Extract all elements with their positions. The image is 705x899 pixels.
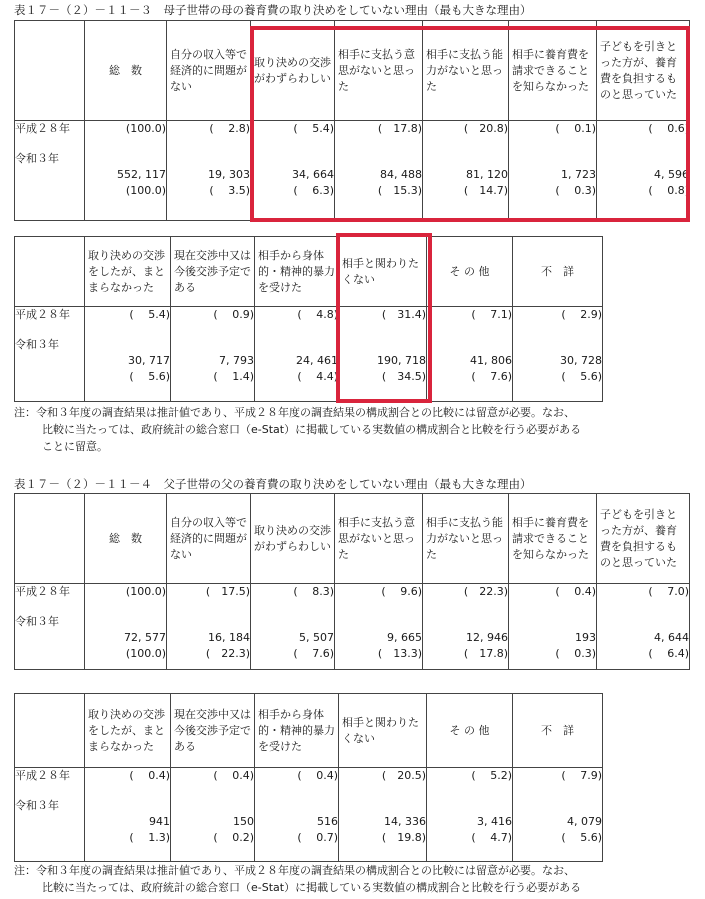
header-no-financial-need: 自分の収入等で経済的に問題がない <box>167 21 251 121</box>
header-negotiation-failed: 取り決めの交渉をしたが、まとまらなかった <box>85 694 171 768</box>
value-cell: ( 0.1) 1, 723 ( 0.3) <box>509 121 597 221</box>
row-label-r3: 令和３年 <box>15 799 59 812</box>
header-negotiation-bothersome: 取り決めの交渉がわずらわしい <box>251 494 335 584</box>
value-cell: ( 4.8) 24, 461 ( 4.4) <box>255 307 339 402</box>
mother-table-1 <box>14 20 690 221</box>
header-negotiating: 現在交渉中又は今後交渉予定である <box>171 694 255 768</box>
value-cell: ( 22.3) 12, 946 ( 17.8) <box>423 584 509 670</box>
header-no-will-to-pay: 相手に支払う意思がないと思った <box>335 21 423 121</box>
header-unknown: 不 詳 <box>513 694 603 768</box>
header-other: そ の 他 <box>427 237 513 307</box>
header-violence: 相手から身体的・精神的暴力を受けた <box>255 237 339 307</box>
value-cell: ( 2.9) 30, 728 ( 5.6) <box>513 307 603 402</box>
note-line: 比較に当たっては、政府統計の総合窓口（e-Stat）に掲載している実数値の構成割合と比較を行う必要がある <box>42 423 582 436</box>
header-negotiation-bothersome: 取り決めの交渉がわずらわしい <box>251 21 335 121</box>
value-cell: ( 2.8) 19, 303 ( 3.5) <box>167 121 251 221</box>
mother-table-2 <box>14 236 603 402</box>
table-title-father: 表１７－（２）－１１－４ 父子世帯の父の養育費の取り決めをしていない理由（最も大きな理由） <box>14 477 532 491</box>
header-no-financial-need: 自分の収入等で経済的に問題がない <box>167 494 251 584</box>
row-labels <box>15 121 85 221</box>
row-label-h28: 平成２８年 <box>15 769 70 782</box>
header-no-contact: 相手と関わりたくない <box>339 237 427 307</box>
table-title-mother: 表１７－（２）－１１－３ 母子世帯の母の養育費の取り決めをしていない理由（最も大きな理由） <box>14 3 532 17</box>
header-negotiating: 現在交渉中又は今後交渉予定である <box>171 237 255 307</box>
header-no-ability-to-pay: 相手に支払う能力がないと思った <box>423 21 509 121</box>
value-cell: ( 5.2) 3, 416 ( 4.7) <box>427 768 513 862</box>
row-label-h28: 平成２８年 <box>15 308 70 321</box>
value-cell: ( 7.1) 41, 806 ( 7.6) <box>427 307 513 402</box>
value-cell: (100.0) 72, 577 (100.0) <box>85 584 167 670</box>
row-labels <box>15 584 85 670</box>
value-cell: ( 0.4) 941 ( 1.3) <box>85 768 171 862</box>
value-cell: ( 5.4) 34, 664 ( 6.3) <box>251 121 335 221</box>
note-line: 注：令和３年度の調査結果は推計値であり、平成２８年度の調査結果の構成割合との比較には留意が必要。なお、 <box>14 864 575 877</box>
header-total: 総 数 <box>85 21 167 121</box>
header-negotiation-failed: 取り決めの交渉をしたが、まとまらなかった <box>85 237 171 307</box>
row-label-h28: 平成２８年 <box>15 585 70 598</box>
row-label-r3: 令和３年 <box>15 338 59 351</box>
value-cell: ( 7.9) 4, 079 ( 5.6) <box>513 768 603 862</box>
note-line: 注：令和３年度の調査結果は推計値であり、平成２８年度の調査結果の構成割合との比較には留意が必要。なお、 <box>14 406 575 419</box>
note-father <box>14 862 581 896</box>
row-label-r3: 令和３年 <box>15 615 59 628</box>
father-table-1 <box>14 493 690 670</box>
header-did-not-know: 相手に養育費を請求できることを知らなかった <box>509 494 597 584</box>
header-no-ability-to-pay: 相手に支払う能力がないと思った <box>423 494 509 584</box>
value-cell: ( 0.4) 193 ( 0.3) <box>509 584 597 670</box>
note-mother <box>14 404 581 455</box>
header-total: 総 数 <box>85 494 167 584</box>
note-line: 比較に当たっては、政府統計の総合窓口（e-Stat）に掲載している実数値の構成割合と比較を行う必要がある <box>42 881 582 894</box>
corner-cell <box>15 694 85 768</box>
value-cell: ( 20.8) 81, 120 ( 14.7) <box>423 121 509 221</box>
value-cell: ( 5.4) 30, 717 ( 5.6) <box>85 307 171 402</box>
row-labels <box>15 307 85 402</box>
corner-cell <box>15 21 85 121</box>
header-no-will-to-pay: 相手に支払う意思がないと思った <box>335 494 423 584</box>
value-cell: ( 0.4) 150 ( 0.2) <box>171 768 255 862</box>
row-label-r3: 令和３年 <box>15 152 59 165</box>
corner-cell <box>15 494 85 584</box>
header-violence: 相手から身体的・精神的暴力を受けた <box>255 694 339 768</box>
value-cell: ( 7.0) 4, 644 ( 6.4) <box>597 584 690 670</box>
value-cell: ( 31.4) 190, 718 ( 34.5) <box>339 307 427 402</box>
corner-cell <box>15 237 85 307</box>
value-cell: ( 9.6) 9, 665 ( 13.3) <box>335 584 423 670</box>
value-cell: ( 8.3) 5, 507 ( 7.6) <box>251 584 335 670</box>
header-no-contact: 相手と関わりたくない <box>339 694 427 768</box>
value-cell: ( 17.5) 16, 184 ( 22.3) <box>167 584 251 670</box>
header-did-not-know: 相手に養育費を請求できることを知らなかった <box>509 21 597 121</box>
note-line: ことに留意。 <box>42 440 108 453</box>
value-cell: ( 17.8) 84, 488 ( 15.3) <box>335 121 423 221</box>
father-table-2 <box>14 693 603 862</box>
value-cell: ( 0.9) 7, 793 ( 1.4) <box>171 307 255 402</box>
row-label-h28: 平成２８年 <box>15 122 70 135</box>
value-cell: ( 0.4) 516 ( 0.7) <box>255 768 339 862</box>
value-cell: (100.0) 552, 117 (100.0) <box>85 121 167 221</box>
row-labels <box>15 768 85 862</box>
value-cell: ( 0.6) 4, 596 ( 0.8) <box>597 121 690 221</box>
header-custodian-pays: 子どもを引きとった方が、養育費を負担するものと思っていた <box>597 21 690 121</box>
value-cell: ( 20.5) 14, 336 ( 19.8) <box>339 768 427 862</box>
header-unknown: 不 詳 <box>513 237 603 307</box>
header-custodian-pays: 子どもを引きとった方が、養育費を負担するものと思っていた <box>597 494 690 584</box>
header-other: そ の 他 <box>427 694 513 768</box>
